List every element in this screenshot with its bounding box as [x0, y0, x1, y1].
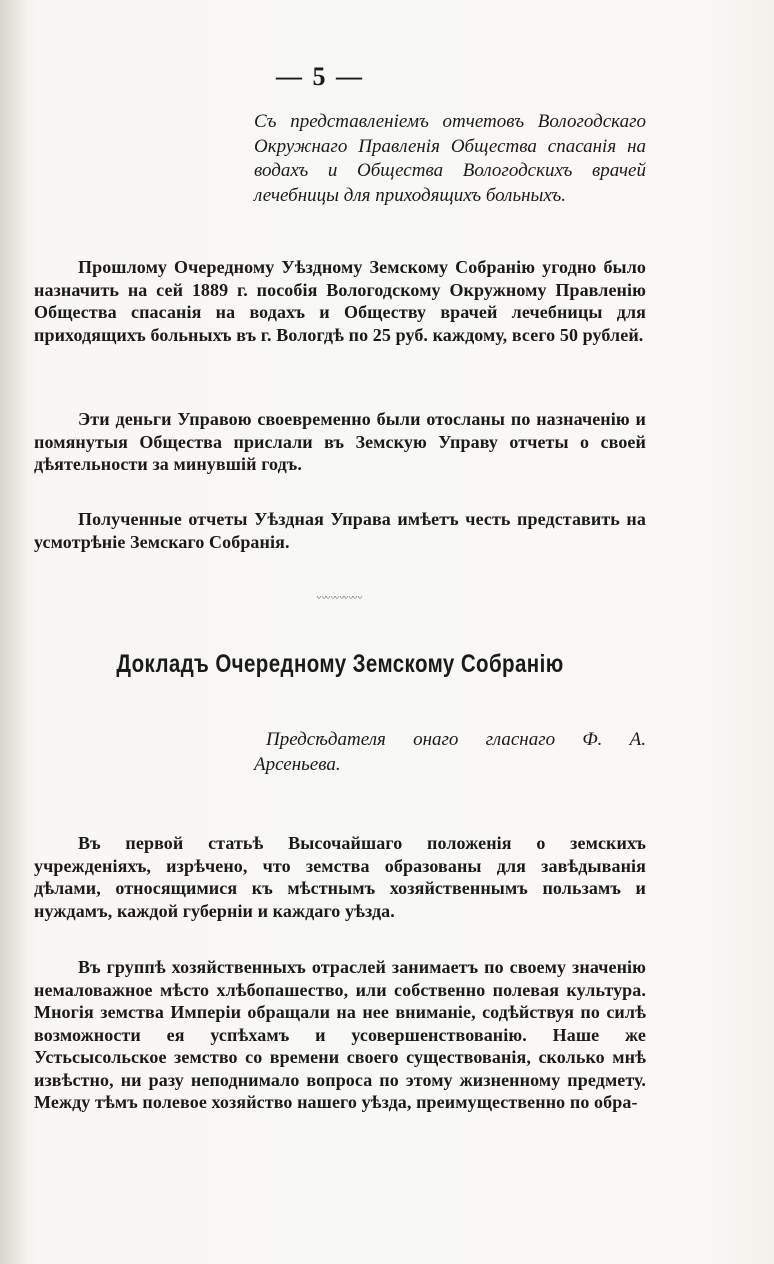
byline-word: онаго — [413, 729, 459, 750]
byline-word: А. — [629, 729, 646, 750]
byline-name: Арсеньева. — [254, 753, 341, 775]
paragraph-3: Полученные отчеты Уѣздная Управа имѣетъ честь представить на усмотрѣніе Земскаго Собранія. — [34, 509, 646, 552]
page-number: — 5 — — [276, 62, 364, 91]
paragraph-2-block — [34, 408, 646, 476]
byline-word: Ф. — [582, 729, 603, 750]
paragraph-3-block — [34, 508, 646, 553]
section-divider: 〰〰〰〰〰 — [316, 596, 362, 602]
binding-gutter — [0, 0, 28, 1264]
section-heading: Съ представленіемъ отчетовъ Вологодскаго Окружнаго Правленія Общества спасанія на водахъ и Общества Вологодскихъ врачей лечебницы для приходящихъ больныхъ. — [254, 111, 646, 206]
report-title: Докладъ Очередному Земскому Собранію — [116, 650, 564, 678]
paragraph-4-block — [34, 832, 646, 922]
paragraph-1: Прошлому Очередному Уѣздному Земскому Собранію угодно было назначить на сей 1889 г. пособія Вологодскому Окружному Правленію Общества спасанія на водахъ и Обществу врачей лечебницы для приходящихъ больныхъ въ г. Вологдѣ по 25 руб. каждому, всего 50 рублей. — [34, 257, 646, 345]
paragraph-1-block — [34, 256, 646, 346]
paragraph-5: Въ группѣ хозяйственныхъ отраслей занимаетъ по своему значенію немаловажное мѣсто хлѣбопашество, или собственно полевая культура. Многія земства Имперіи обращали на нее вниманіе, содѣйствуя по силѣ возможности ея успѣхамъ и усовершенствованію. Наше же Устьсысольское земство со времени своего существованія, сколько мнѣ извѣстно, ни разу неподнимало вопроса по этому жизненному предмету. Между тѣмъ полевое хозяйство нашего уѣзда, преимущественно по обра- — [34, 957, 646, 1112]
paragraph-5-block — [34, 956, 646, 1114]
paragraph-2: Эти деньги Управою своевременно были отосланы по назначенію и помянутыя Общества прислали въ Земскую Управу отчеты о своей дѣятельности за минувшій годъ. — [34, 409, 646, 474]
byline-line-1 — [254, 728, 646, 753]
report-byline — [254, 728, 646, 777]
byline-word: Предсѣдателя — [266, 729, 386, 750]
byline-word: гласнаго — [485, 729, 556, 750]
paragraph-4: Въ первой статьѣ Высочайшаго положенія о земскихъ учрежденіяхъ, изрѣчено, что земства образованы для завѣдыванія дѣлами, относящимися къ мѣстнымъ хозяйственнымъ пользамъ и нуждамъ, каждой губерніи и каждаго уѣзда. — [34, 833, 646, 921]
